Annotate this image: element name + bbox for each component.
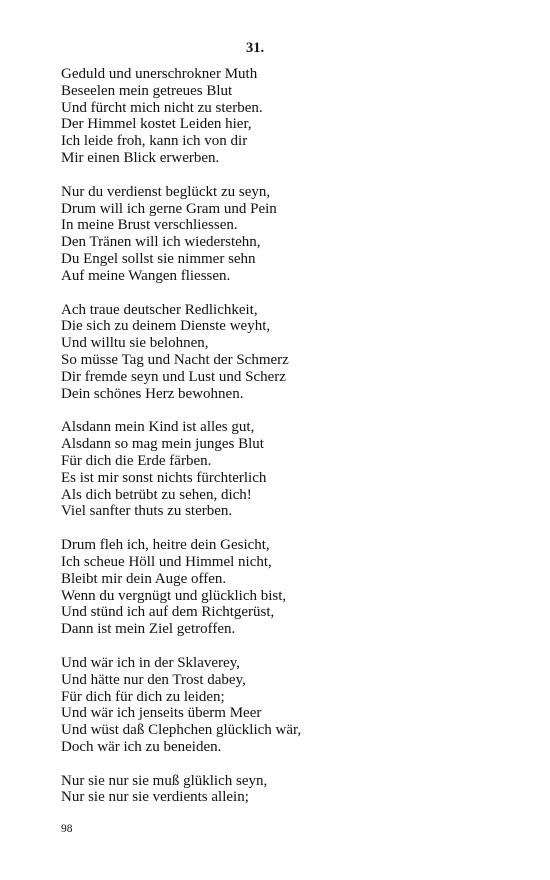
stanza	[61, 773, 521, 807]
poem-line: Als dich betrübt zu sehen, dich!	[61, 486, 252, 503]
poem-line: Den Tränen will ich wiederstehn,	[61, 234, 261, 251]
poem-line: Die sich zu deinem Dienste weyht,	[61, 318, 271, 335]
stanza	[61, 302, 521, 403]
poem-line: Ach traue deutscher Redlichkeit,	[61, 301, 258, 318]
poem-line: Alsdann so mag mein junges Blut	[61, 436, 264, 453]
stanza	[61, 537, 521, 638]
poem-line: Und stünd ich auf dem Richtgerüst,	[61, 604, 275, 621]
poem-line: In meine Brust verschliessen.	[61, 217, 238, 234]
poem-line: Beseelen mein getreues Blut	[61, 82, 233, 99]
stanza	[61, 184, 521, 285]
page-folio: 98	[61, 823, 73, 835]
poem-line: Für dich für dich zu leiden;	[61, 688, 225, 705]
poem-line: Dir fremde seyn und Lust und Scherz	[61, 368, 286, 385]
poem-line: Und wär ich in der Sklaverey,	[61, 654, 240, 671]
poem-line: Alsdann mein Kind ist alles gut,	[61, 419, 255, 436]
poem-line: Geduld und unerschrokner Muth	[61, 66, 258, 82]
poem-line: Dann ist mein Ziel getroffen.	[61, 621, 236, 638]
poem-line: Viel sanfter thuts zu sterben.	[61, 503, 233, 520]
poem-line: Bleibt mir dein Auge offen.	[61, 570, 227, 587]
poem-line: Doch wär ich zu beneiden.	[61, 738, 222, 755]
poem-body	[61, 66, 521, 823]
poem-line: Der Himmel kostet Leiden hier,	[61, 116, 252, 133]
poem-number: 31.	[245, 40, 265, 56]
poem-line: Ich scheue Höll und Himmel nicht,	[61, 553, 272, 570]
poem-line: Du Engel sollst sie nimmer sehn	[61, 250, 256, 267]
stanza	[61, 419, 521, 520]
poem-line: Wenn du vergnügt und glücklich bist,	[61, 587, 287, 604]
poem-line: So müsse Tag und Nacht der Schmerz	[61, 351, 289, 368]
poem-line: Drum will ich gerne Gram und Pein	[61, 200, 277, 217]
poem-line: Dein schönes Herz bewohnen.	[61, 385, 244, 402]
poem-line: Mir einen Blick erwerben.	[61, 149, 220, 166]
stanza	[61, 66, 521, 167]
poem-line: Drum fleh ich, heitre dein Gesicht,	[61, 537, 270, 554]
poem-line: Nur sie nur sie verdients allein;	[61, 789, 249, 806]
poem-line: Und hätte nur den Trost dabey,	[61, 671, 246, 688]
poem-line: Nur du verdienst beglückt zu seyn,	[61, 183, 271, 200]
poem-line: Es ist mir sonst nichts fürchterlich	[61, 469, 267, 486]
poem-line: Und wär ich jenseits überm Meer	[61, 705, 262, 722]
poem-line: Ich leide froh, kann ich von dir	[61, 133, 248, 150]
stanza	[61, 655, 521, 756]
poem-line: Und wüst daß Clephchen glücklich wär,	[61, 722, 302, 739]
poem-line: Und fürcht mich nicht zu sterben.	[61, 99, 263, 116]
poem-line: Nur sie nur sie muß glüklich seyn,	[61, 772, 268, 789]
poem-line: Auf meine Wangen fliessen.	[61, 267, 231, 284]
poem-line: Für dich die Erde färben.	[61, 452, 212, 469]
poem-line: Und willtu sie belohnen,	[61, 335, 209, 352]
